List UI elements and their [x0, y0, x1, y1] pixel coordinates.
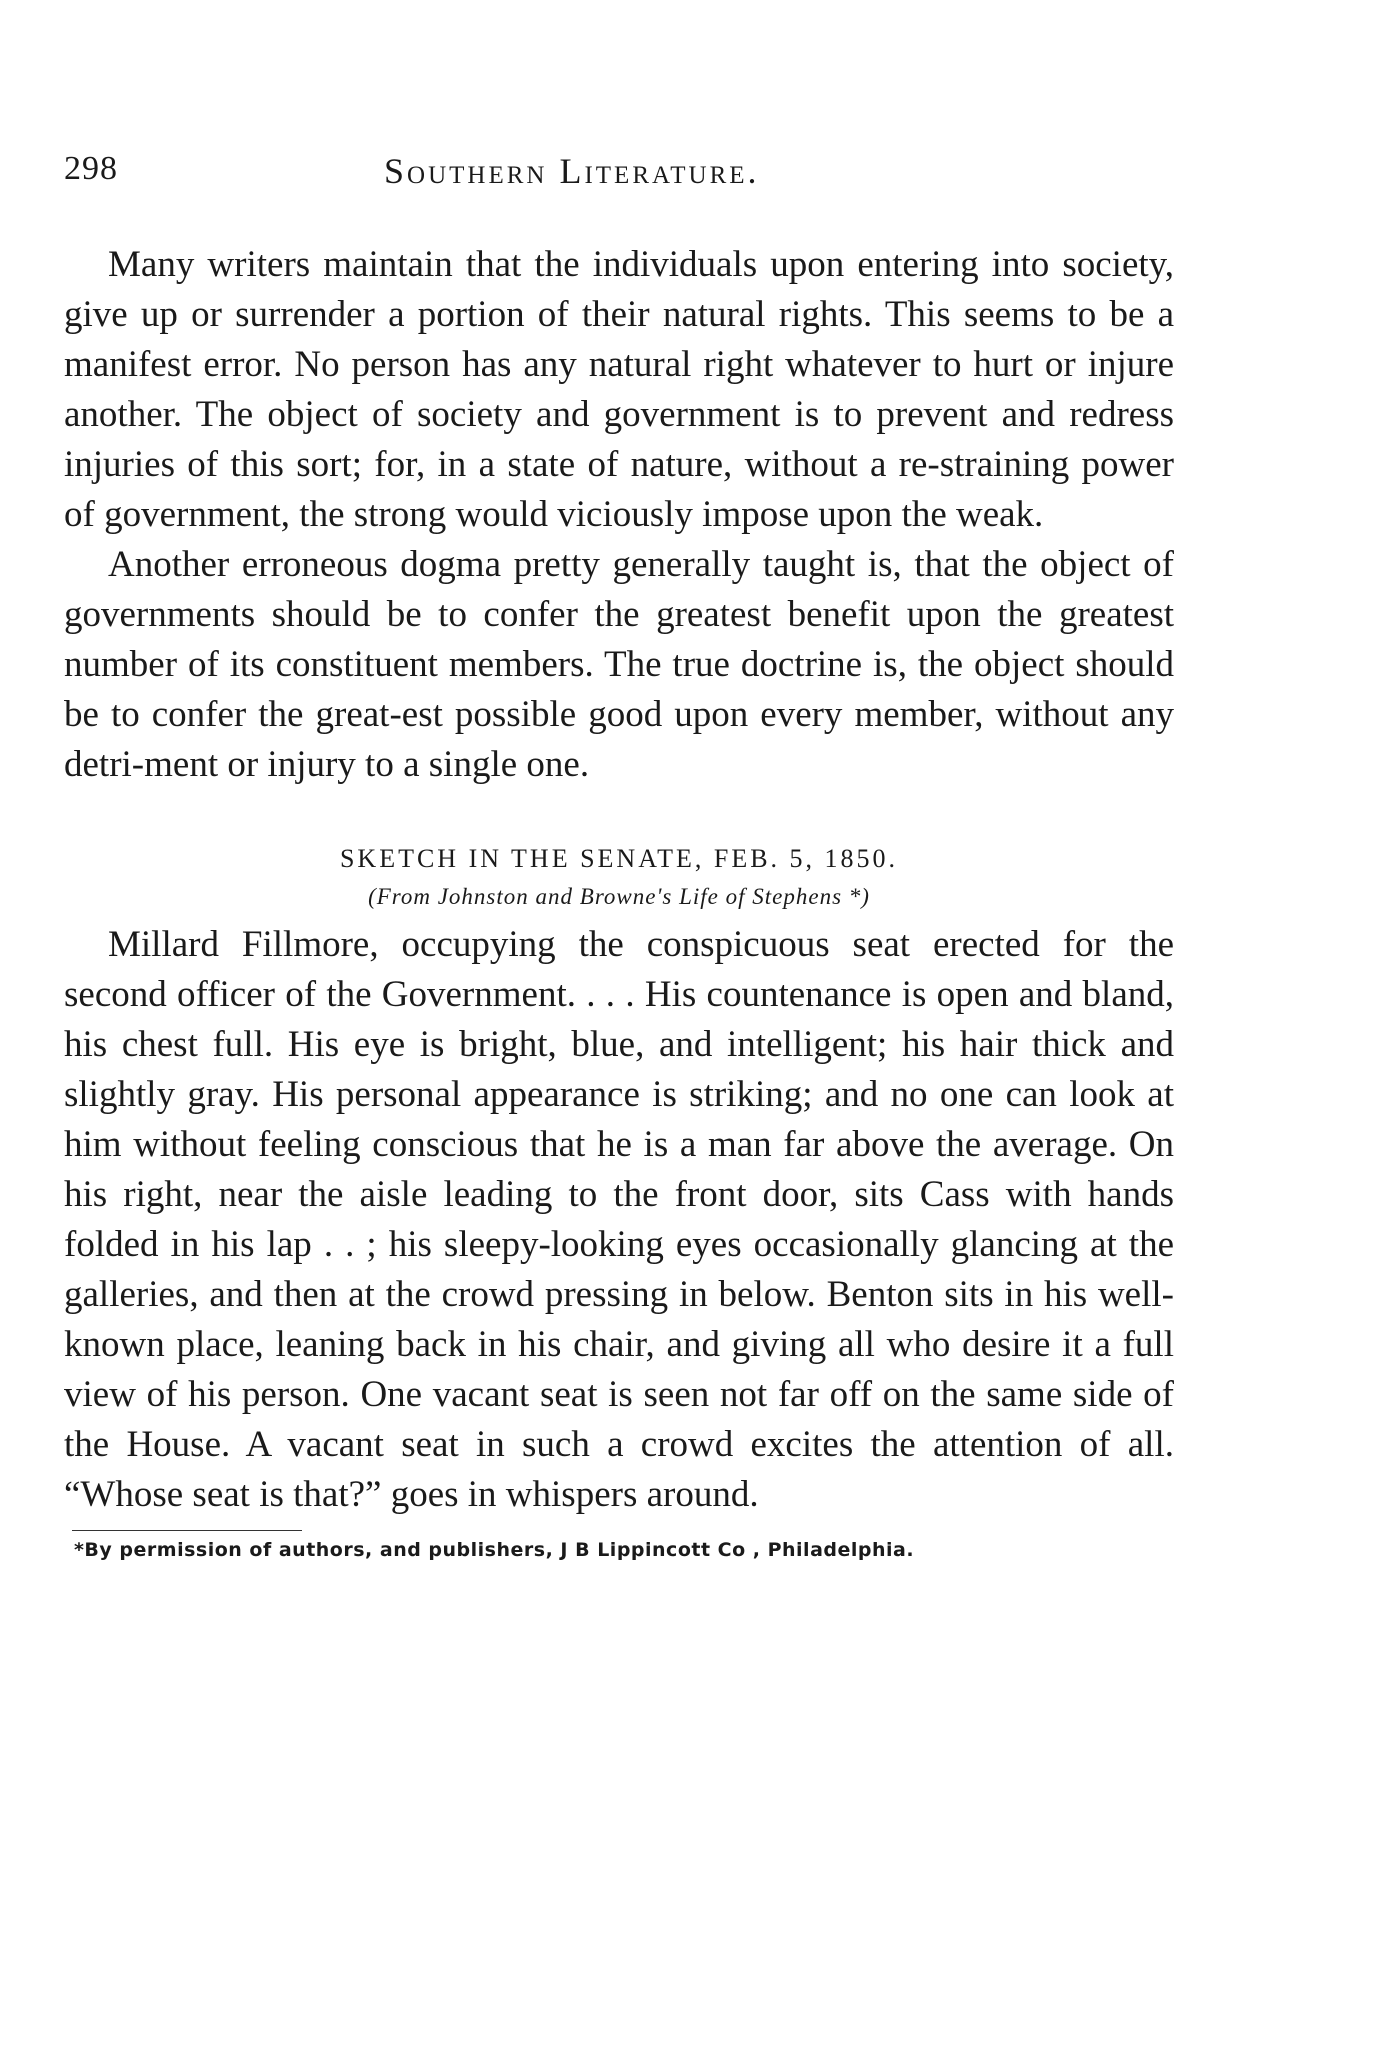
footnote: *By permission of authors, and publishers, J B Lippincott Co , Philadelphia.	[74, 1539, 915, 1561]
book-page	[64, 150, 1174, 1561]
sketch-body	[64, 920, 1174, 1520]
running-title: Southern Literature.	[384, 151, 760, 191]
page-number: 298	[64, 150, 118, 187]
paragraph-individual-rights: Many writers maintain that the individuals upon entering into society, give up or surrender a portion of their natural rights. This seems to be a manifest error. No person has any natural right whatever to hurt or injure another. The object of society and government is to prevent and redress injuries of this sort; for, in a state of nature, without a re-straining power of government, the strong would viciously impose upon the weak.	[64, 244, 1174, 535]
paragraph-greatest-number: Another erroneous dogma pretty generally taught is, that the object of governments should be to confer the greatest benefit upon the greatest number of its constituent members. The true doctrine is, the object should be to confer the great-est possible good upon every member, without any detri-ment or injury to a single one.	[64, 544, 1174, 785]
footnote-divider	[72, 1530, 302, 1531]
sketch-source: (From Johnston and Browne's Life of Stephens *)	[368, 884, 870, 909]
sketch-heading: SKETCH IN THE SENATE, FEB. 5, 1850.	[339, 844, 899, 873]
paragraph-senate-sketch: Millard Fillmore, occupying the conspicuous seat erected for the second officer of the Government. . . . His countenance is open and bland, his chest full. His eye is bright, blue, and intelligent; his hair thick and slightly gray. His personal appearance is striking; and no one can look at him without feeling conscious that he is a man far above the average. On his right, near the aisle leading to the front door, sits Cass with hands folded in his lap . . ; his sleepy-looking eyes occasionally glancing at the galleries, and then at the crowd pressing in below. Benton sits in his well-known place, leaning back in his chair, and giving all who desire it a full view of his person. One vacant seat is seen not far off on the same side of the House. A vacant seat in such a crowd excites the attention of all. “Whose seat is that?” goes in whispers around.	[64, 924, 1174, 1515]
running-head	[64, 150, 1174, 200]
body-text	[64, 240, 1174, 790]
